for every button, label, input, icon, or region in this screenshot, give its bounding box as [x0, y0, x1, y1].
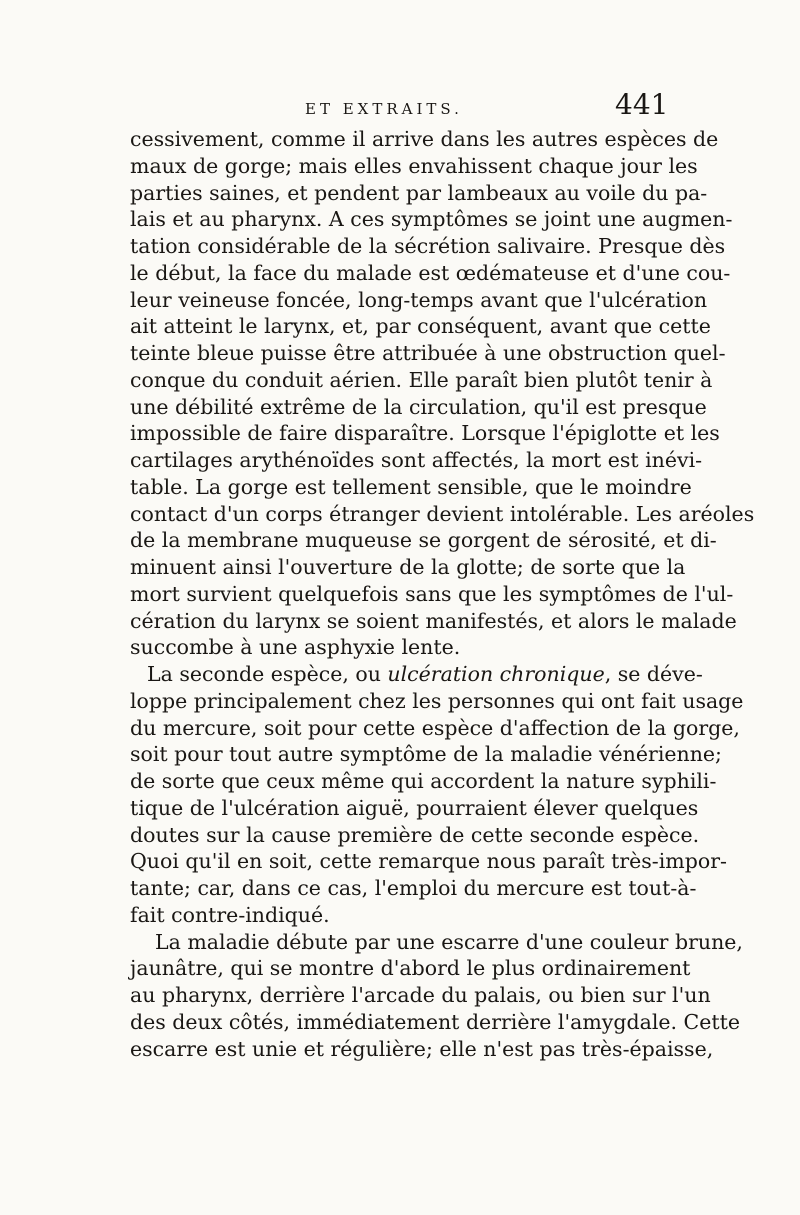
text-line: La maladie débute par une escarre d'une couleur brune, — [155, 929, 743, 954]
text-line: impossible de faire disparaître. Lorsque l'épiglotte et les — [130, 421, 720, 446]
text-line: de sorte que ceux même qui accordent la nature syphili- — [130, 769, 717, 793]
text-run: La seconde espèce, ou — [147, 662, 388, 686]
text-line: cessivement, comme il arrive dans les autres espèces de — [130, 127, 719, 151]
text-line: succombe à une asphyxie lente. — [130, 635, 461, 660]
text-line: au pharynx, derrière l'arcade du palais, ou bien sur l'un — [130, 983, 711, 1007]
text-line: maux de gorge; mais elles envahissent chaque jour les — [130, 153, 698, 178]
text-line — [130, 661, 703, 688]
text-line: tante; car, dans ce cas, l'emploi du mercure est tout-à- — [130, 876, 697, 900]
text-line: lais et au pharynx. A ces symptômes se joint une augmen- — [130, 207, 733, 232]
text-line: table. La gorge est tellement sensible, que le moindre — [130, 474, 692, 499]
text-line: minuent ainsi l'ouverture de la glotte; de sorte que la — [130, 555, 686, 579]
body-text — [130, 126, 755, 1062]
text-line: teinte bleue puisse être attribuée à une obstruction quel- — [130, 341, 726, 365]
text-line: contact d'un corps étranger devient intolérable. Les aréoles — [130, 501, 755, 526]
text-line: soit pour tout autre symptôme de la maladie vénérienne; — [130, 742, 722, 767]
text-line: ait atteint le larynx, et, par conséquent, avant que cette — [130, 314, 711, 339]
text-run: , se déve- — [604, 662, 703, 686]
text-line: le début, la face du malade est œdémateuse et d'une cou- — [130, 260, 731, 285]
text-line: loppe principalement chez les personnes qui ont fait usage — [130, 688, 744, 713]
text-line: des deux côtés, immédiatement derrière l'amygdale. Cette — [130, 1009, 740, 1034]
text-line: du mercure, soit pour cette espèce d'affection de la gorge, — [130, 715, 740, 740]
text-line: jaunâtre, qui se montre d'abord le plus ordinairement — [130, 956, 691, 981]
text-line: cartilages arythénoïdes sont affectés, la mort est inévi- — [130, 448, 703, 472]
text-line: parties saines, et pendent par lambeaux au voile du pa- — [130, 180, 708, 205]
page-number: 441 — [615, 88, 669, 121]
text-line: tation considérable de la sécrétion salivaire. Presque dès — [130, 234, 726, 258]
text-line: leur veineuse foncée, long-temps avant que l'ulcération — [130, 287, 708, 312]
text-line: conque du conduit aérien. Elle paraît bien plutôt tenir à — [130, 367, 713, 392]
text-line: fait contre-indiqué. — [130, 902, 330, 927]
text-line: une débilité extrême de la circulation, qu'il est presque — [130, 394, 707, 419]
italic-term: ulcération chronique — [387, 662, 605, 686]
running-head: ET EXTRAITS. — [305, 100, 463, 118]
text-line: mort survient quelquefois sans que les symptômes de l'ul- — [130, 581, 734, 606]
text-line: doutes sur la cause première de cette seconde espèce. — [130, 822, 700, 847]
text-line: de la membrane muqueuse se gorgent de sérosité, et di- — [130, 528, 717, 553]
text-line: Quoi qu'il en soit, cette remarque nous paraît très-impor- — [130, 849, 727, 874]
text-line: tique de l'ulcération aiguë, pourraient élever quelques — [130, 795, 699, 820]
text-line: cération du larynx se soient manifestés, et alors le malade — [130, 608, 737, 633]
text-line: escarre est unie et régulière; elle n'est pas très-épaisse, — [130, 1036, 714, 1061]
